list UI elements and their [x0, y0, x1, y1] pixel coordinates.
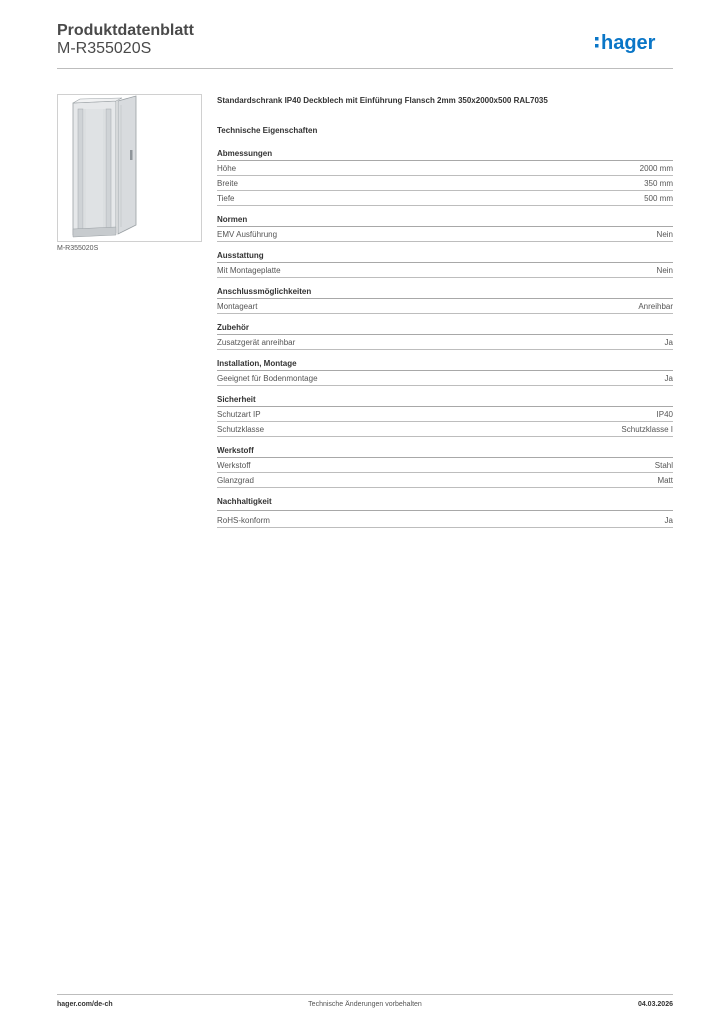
group-ausstattung [217, 251, 673, 278]
property-row [217, 335, 673, 350]
property-row [217, 161, 673, 176]
group-nachhaltigkeit [217, 497, 673, 528]
property-row [217, 407, 673, 422]
property-value: Anreihbar [638, 301, 673, 311]
property-value: Ja [664, 515, 673, 525]
property-label: Breite [217, 178, 238, 188]
footer-website: hager.com/de-ch [57, 1001, 113, 1008]
property-label: RoHS-konform [217, 515, 270, 525]
property-value: Nein [656, 229, 673, 239]
property-value: 350 mm [644, 178, 673, 188]
product-description: Standardschrank IP40 Deckblech mit Einführung Flansch 2mm 350x2000x500 RAL7035 [217, 96, 548, 105]
property-value: IP40 [656, 409, 673, 419]
group-title: Werkstoff [217, 446, 673, 458]
group-zubehoer [217, 323, 673, 350]
property-value: Ja [664, 337, 673, 347]
cabinet-illustration [58, 95, 201, 241]
property-row [217, 176, 673, 191]
group-anschlussmoeglichkeiten [217, 287, 673, 314]
property-value: Nein [656, 265, 673, 275]
product-details [217, 96, 673, 537]
property-label: Geeignet für Bodenmontage [217, 373, 318, 383]
page-header [57, 20, 673, 69]
property-label: Tiefe [217, 193, 235, 203]
product-image [57, 94, 202, 242]
hager-logo [593, 28, 673, 56]
property-label: Glanzgrad [217, 475, 254, 485]
group-abmessungen [217, 149, 673, 206]
property-row [217, 371, 673, 386]
group-sicherheit [217, 395, 673, 437]
footer-notice: Technische Änderungen vorbehalten [308, 1001, 422, 1008]
group-title: Anschlussmöglichkeiten [217, 287, 673, 299]
property-label: Montageart [217, 301, 258, 311]
property-label: Schutzklasse [217, 424, 265, 434]
property-value: 500 mm [644, 193, 673, 203]
property-label: Werkstoff [217, 460, 251, 470]
group-title: Installation, Montage [217, 359, 673, 371]
property-label: EMV Ausführung [217, 229, 278, 239]
document-title: Produktdatenblatt [57, 22, 194, 39]
group-installation [217, 359, 673, 386]
property-label: Mit Montageplatte [217, 265, 281, 275]
page-footer [57, 994, 673, 1014]
property-value: Stahl [654, 460, 673, 470]
group-title: Nachhaltigkeit [217, 497, 673, 511]
property-row [217, 299, 673, 314]
group-title: Sicherheit [217, 395, 673, 407]
property-label: Schutzart IP [217, 409, 261, 419]
property-value: Matt [657, 475, 673, 485]
property-value: Schutzklasse I [621, 424, 673, 434]
property-value: 2000 mm [639, 163, 673, 173]
property-label: Zusatzgerät anreihbar [217, 337, 296, 347]
property-row [217, 263, 673, 278]
property-row [217, 513, 673, 528]
property-row [217, 473, 673, 488]
section-title: Technische Eigenschaften [217, 126, 318, 135]
group-title: Zubehör [217, 323, 673, 335]
document-subtitle: M-R355020S [57, 40, 152, 57]
logo-text: hager [601, 32, 656, 54]
group-title: Ausstattung [217, 251, 673, 263]
group-werkstoff [217, 446, 673, 488]
group-title: Normen [217, 215, 673, 227]
property-row [217, 227, 673, 242]
property-row [217, 422, 673, 437]
property-label: Höhe [217, 163, 237, 173]
property-row [217, 458, 673, 473]
image-caption: M-R355020S [57, 245, 99, 252]
property-value: Ja [664, 373, 673, 383]
footer-date: 04.03.2026 [637, 1001, 673, 1008]
group-title: Abmessungen [217, 149, 673, 161]
group-normen [217, 215, 673, 242]
property-row [217, 191, 673, 206]
